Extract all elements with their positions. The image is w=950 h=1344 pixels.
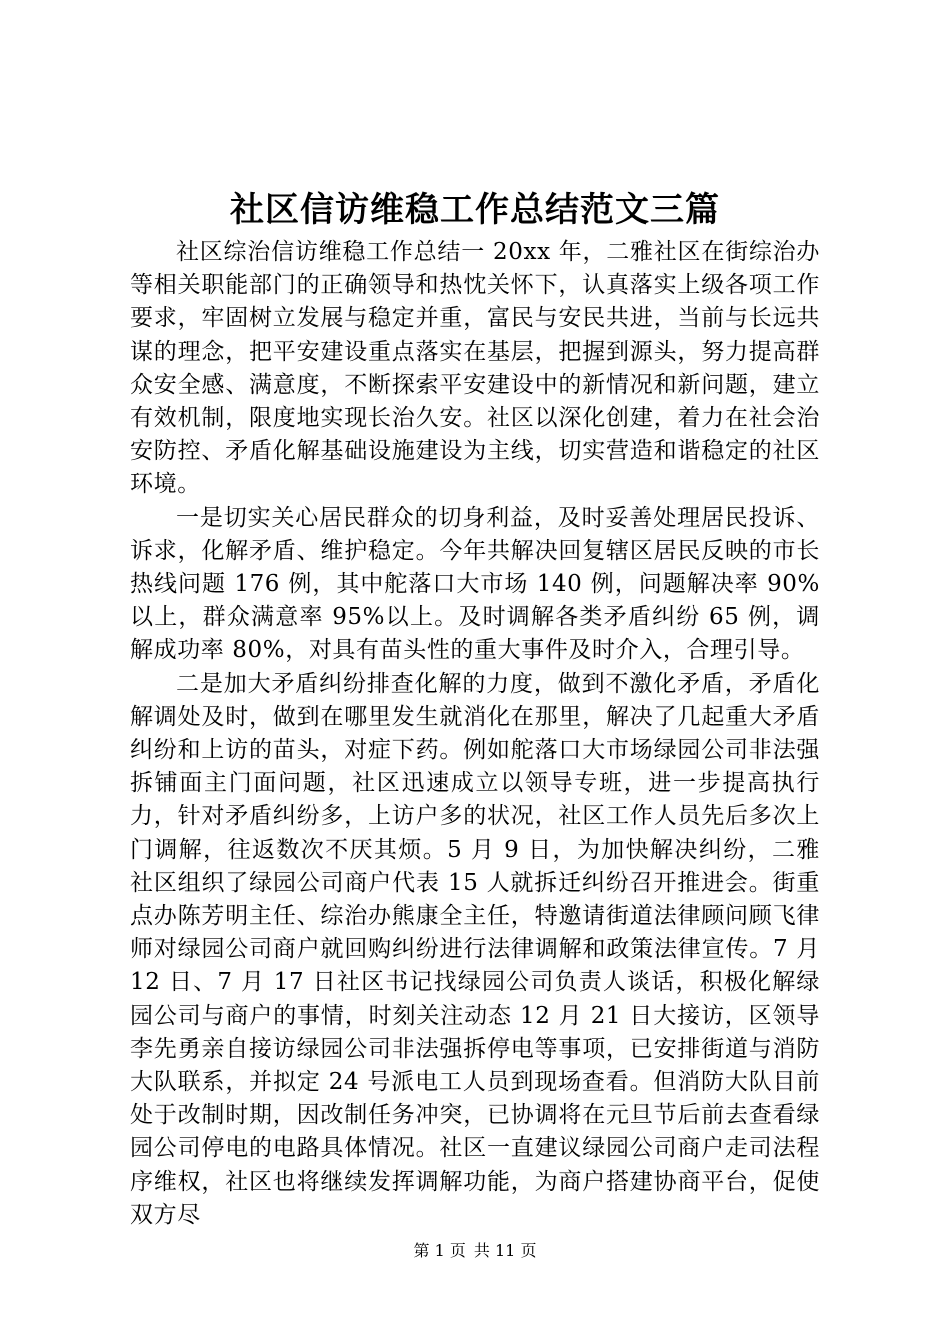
body-paragraph: 社区综治信访维稳工作总结一 20xx 年，二雅社区在街综治办等相关职能部门的正确领导和热忱关怀下，认真落实上级各项工作要求，牢固树立发展与稳定并重，富民与安民共进，当前与长远共谋的理念，把平安建设重点落实在基层，把握到源头，努力提高群众安全感、满意度，不断探索平安建设中的新情况和新问题，建立有效机制，限度地实现长治久安。社区以深化创建，着力在社会治安防控、矛盾化解基础设施建设为主线，切实营造和谐稳定的社区环境。 xyxy=(130,239,820,498)
body-paragraph: 一是切实关心居民群众的切身利益，及时妥善处理居民投诉、诉求，化解矛盾、维护稳定。今年共解决回复辖区居民反映的市长热线问题 176 例，其中舵落口大市场 140 例，问题解决率 90%以上，群众满意率 95%以上。及时调解各类矛盾纠纷 65 例，调解成功率 80%，对具有苗头性的重大事件及时介入，合理引导。 xyxy=(130,504,820,664)
page-total: 共 11 页 xyxy=(473,1241,537,1260)
document-body xyxy=(130,236,820,1232)
body-paragraph: 二是加大矛盾纠纷排查化解的力度，做到不激化矛盾，矛盾化解调处及时，做到在哪里发生就消化在那里，解决了几起重大矛盾纠纷和上访的苗头，对症下药。例如舵落口大市场绿园公司非法强拆铺面主门面问题，社区迅速成立以领导专班，进一步提高执行力，针对矛盾纠纷多，上访户多的状况，社区工作人员先后多次上门调解，往返数次不厌其烦。5 月 9 日，为加快解决纠纷，二雅社区组织了绿园公司商户代表 15 人就拆迁纠纷召开推进会。街重点办陈芳明主任、综治办熊康全主任，特邀请街道法律顾问顾飞律师对绿园公司商户就回购纠纷进行法律调解和政策法律宣传。7 月 12 日、7 月 17 日社区书记找绿园公司负责人谈话，积极化解绿园公司与商户的事情，时刻关注动态 12 月 21 日大接访，区领导李先勇亲自接访绿园公司非法强拆停电等事项，已安排街道与消防大队联系，并拟定 24 号派电工人员到现场查看。但消防大队目前处于改制时期，因改制任务冲突，已协调将在元旦节后前去查看绿园公司停电的电路具体情况。社区一直建议绿园公司商户走司法程序维权，社区也将继续发挥调解功能，为商户搭建协商平台，促使双方尽 xyxy=(130,670,820,1228)
document-title: 社区信访维稳工作总结范文三篇 xyxy=(230,190,720,230)
page-footer xyxy=(0,1240,950,1262)
page-number: 第 1 页 xyxy=(413,1241,466,1260)
